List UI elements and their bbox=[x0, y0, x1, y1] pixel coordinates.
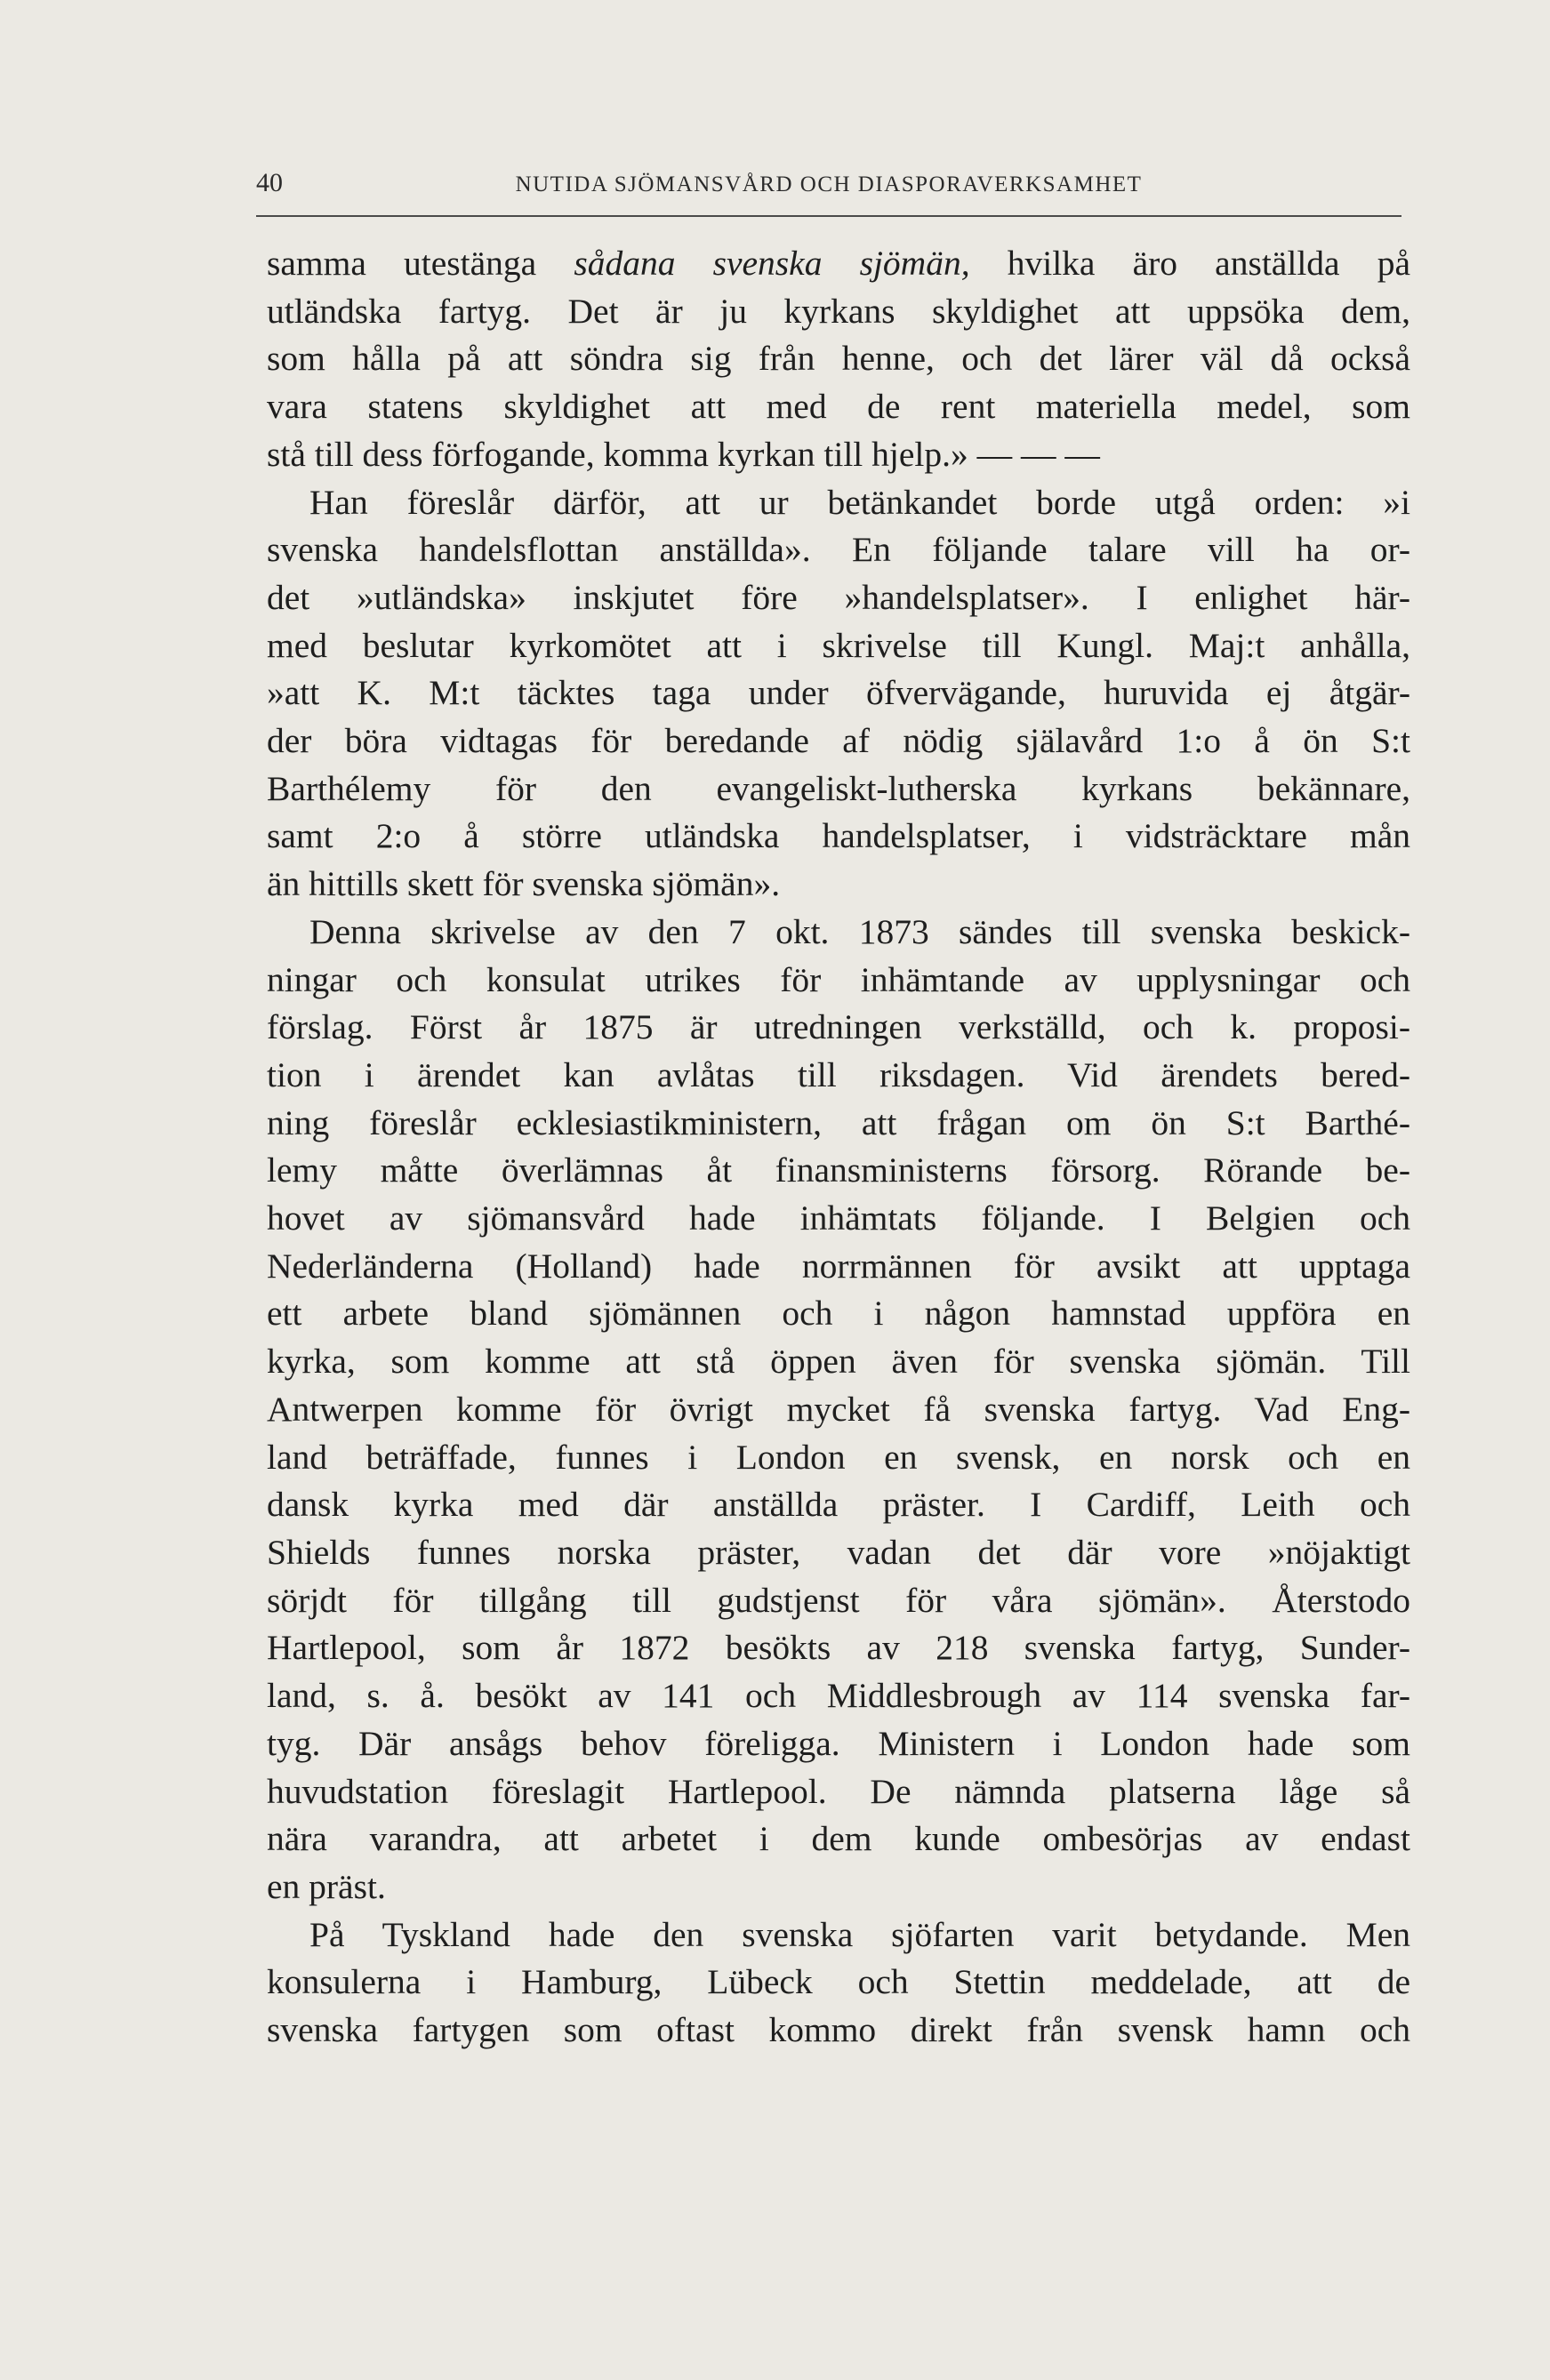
text-line bbox=[267, 288, 1410, 336]
paragraph bbox=[267, 909, 1410, 1911]
text-run: Denna skrivelse av den 7 okt. 1873 sändes till svenska beskick- bbox=[309, 911, 1410, 951]
text-run: lemy måtte överlämnas åt finansministerns försorg. Rörande be- bbox=[267, 1150, 1410, 1190]
text-line bbox=[267, 717, 1410, 765]
text-run: konsulerna i Hamburg, Lübeck och Stettin meddelade, att de bbox=[267, 1962, 1410, 2002]
text-line bbox=[267, 335, 1410, 383]
text-line bbox=[267, 861, 1410, 909]
text-line bbox=[267, 383, 1410, 431]
text-line bbox=[267, 574, 1410, 622]
body-text bbox=[267, 240, 1410, 2055]
text-run: vara statens skyldighet att med de rent materiella medel, som bbox=[267, 387, 1410, 427]
text-line bbox=[267, 1911, 1410, 1959]
text-run: förslag. Först år 1875 är utredningen verkställd, och k. proposi- bbox=[267, 1007, 1410, 1047]
text-run: svenska fartygen som oftast kommo direkt från svensk hamn och bbox=[267, 2010, 1410, 2050]
page-number: 40 bbox=[256, 168, 283, 197]
text-line bbox=[267, 1529, 1410, 1577]
text-line bbox=[267, 431, 1410, 479]
text-run: dansk kyrka med där anställda präster. I Cardiff, Leith och bbox=[267, 1485, 1410, 1525]
text-line bbox=[267, 1243, 1410, 1291]
text-run: På Tyskland hade den svenska sjöfarten varit betydande. Men bbox=[309, 1914, 1410, 1954]
text-line bbox=[267, 1768, 1410, 1816]
text-line bbox=[267, 1147, 1410, 1195]
text-run: tion i ärendet kan avlåtas till riksdagen. Vid ärendets bered- bbox=[267, 1054, 1410, 1094]
text-run: ning föreslår ecklesiastikministern, att frågan om ön S:t Barthé- bbox=[267, 1102, 1410, 1142]
text-line bbox=[267, 909, 1410, 957]
text-run: nära varandra, att arbetet i dem kunde ombesörjas av endast bbox=[267, 1819, 1410, 1859]
text-run: kyrka, som komme att stå öppen även för svenska sjömän. Till bbox=[267, 1342, 1410, 1382]
text-line bbox=[267, 1481, 1410, 1529]
text-run: tyg. Där ansågs behov föreligga. Ministern i London hade som bbox=[267, 1723, 1410, 1763]
text-run: Shields funnes norska präster, vadan det där vore »nöjaktigt bbox=[267, 1532, 1410, 1572]
text-run: hovet av sjömansvård hade inhämtats följande. I Belgien och bbox=[267, 1198, 1410, 1238]
text-line bbox=[267, 1863, 1410, 1911]
text-line bbox=[267, 479, 1410, 527]
text-run: der böra vidtagas för beredande af nödig själavård 1:o å ön S:t bbox=[267, 721, 1410, 761]
paragraph bbox=[267, 240, 1410, 479]
text-line bbox=[267, 1434, 1410, 1482]
text-run: Antwerpen komme för övrigt mycket få svenska fartyg. Vad Eng- bbox=[267, 1389, 1410, 1429]
italic-text: sådana svenska sjömän, bbox=[574, 244, 970, 283]
text-line bbox=[267, 813, 1410, 861]
text-run: samma utestänga bbox=[267, 244, 574, 283]
text-run: svenska handelsflottan anställda». En följande talare vill ha or- bbox=[267, 530, 1410, 570]
text-run: Nederländerna (Holland) hade norrmännen för avsikt att upptaga bbox=[267, 1246, 1410, 1286]
text-line bbox=[267, 622, 1410, 670]
text-line bbox=[267, 1815, 1410, 1863]
text-run: Han föreslår därför, att ur betänkandet borde utgå orden: »i bbox=[309, 482, 1410, 522]
text-run: ett arbete bland sjömännen och i någon hamnstad uppföra en bbox=[267, 1294, 1410, 1334]
text-run: sörjdt för tillgång till gudstjenst för våra sjömän». Återstodo bbox=[267, 1580, 1410, 1620]
text-line bbox=[267, 765, 1410, 813]
text-run: utländska fartyg. Det är ju kyrkans skyldighet att uppsöka dem, bbox=[267, 291, 1410, 331]
text-run: det »utländska» inskjutet före »handelsplatser». I enlighet här- bbox=[267, 577, 1410, 617]
text-line bbox=[267, 1386, 1410, 1434]
text-line bbox=[267, 1052, 1410, 1100]
page-header bbox=[256, 165, 1401, 217]
text-line bbox=[267, 2007, 1410, 2055]
text-line bbox=[267, 957, 1410, 1005]
text-line bbox=[267, 526, 1410, 574]
text-line bbox=[267, 1577, 1410, 1625]
text-run: huvudstation föreslagit Hartlepool. De nämnda platserna låge så bbox=[267, 1771, 1410, 1811]
text-line bbox=[267, 1624, 1410, 1672]
text-line bbox=[267, 1195, 1410, 1243]
text-line bbox=[267, 1004, 1410, 1052]
text-line bbox=[267, 240, 1410, 288]
text-line bbox=[267, 1290, 1410, 1338]
text-line bbox=[267, 1720, 1410, 1768]
text-run: Hartlepool, som år 1872 besökts av 218 svenska fartyg, Sunder- bbox=[267, 1628, 1410, 1668]
text-run: land beträffade, funnes i London en svensk, en norsk och en bbox=[267, 1437, 1410, 1477]
text-line bbox=[267, 1672, 1410, 1720]
paragraph bbox=[267, 1911, 1410, 2055]
text-run: som hålla på att söndra sig från henne, och det lärer väl då också bbox=[267, 339, 1410, 379]
text-run: än hittills skett för svenska sjömän». bbox=[267, 864, 781, 904]
text-run: land, s. å. besökt av 141 och Middlesbrough av 114 svenska far- bbox=[267, 1676, 1410, 1716]
text-run: en präst. bbox=[267, 1866, 386, 1906]
text-line bbox=[267, 1100, 1410, 1148]
text-run: hvilka äro anställda på bbox=[969, 244, 1410, 283]
paragraph bbox=[267, 479, 1410, 909]
text-line bbox=[267, 1338, 1410, 1386]
running-head: NUTIDA SJÖMANSVÅRD OCH DIASPORAVERKSAMHET bbox=[515, 172, 1143, 196]
text-line bbox=[267, 1959, 1410, 2007]
text-line bbox=[267, 669, 1410, 717]
text-run: ningar och konsulat utrikes för inhämtande av upplysningar och bbox=[267, 959, 1410, 999]
text-run: Barthélemy för den evangeliskt-lutherska kyrkans bekännare, bbox=[267, 768, 1410, 808]
text-run: samt 2:o å större utländska handelsplatser, i vidsträcktare mån bbox=[267, 816, 1410, 856]
text-run: med beslutar kyrkomötet att i skrivelse till Kungl. Maj:t anhålla, bbox=[267, 625, 1410, 665]
text-run: »att K. M:t täcktes taga under öfvervägande, huruvida ej åtgär- bbox=[267, 673, 1410, 713]
text-run: stå till dess förfogande, komma kyrkan till hjelp.» — — — bbox=[267, 434, 1100, 474]
